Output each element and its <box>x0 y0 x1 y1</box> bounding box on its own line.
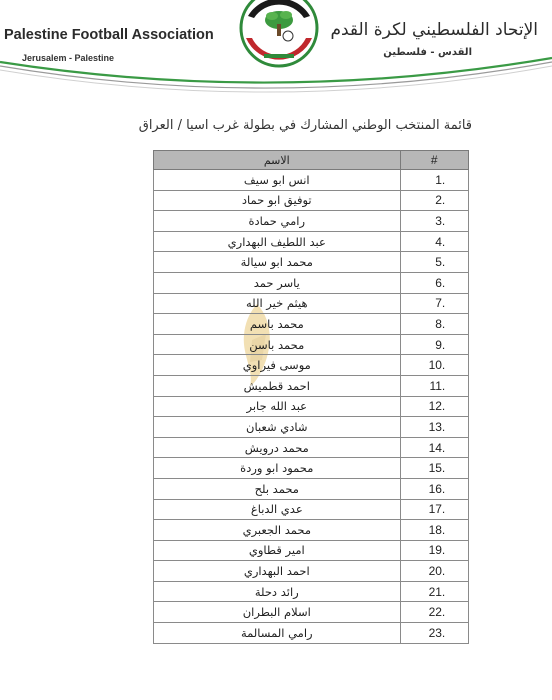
row-number: 16. <box>428 481 446 496</box>
location-en: Jerusalem - Palestine <box>22 53 115 63</box>
table-header-row <box>154 151 469 170</box>
player-name: محمد باسن <box>154 334 401 355</box>
row-number: 15. <box>428 461 446 476</box>
row-number-cell <box>400 540 468 561</box>
player-name: هيثم خير الله <box>154 293 401 314</box>
row-number: 18. <box>428 522 446 537</box>
row-number: 21. <box>428 584 446 599</box>
player-name: رائد دحلة <box>154 581 401 602</box>
row-number-cell <box>400 561 468 582</box>
table-body <box>154 170 469 644</box>
row-number-cell <box>400 602 468 623</box>
table-row <box>154 417 469 438</box>
row-number: 5. <box>435 255 446 270</box>
row-number-cell <box>400 520 468 541</box>
table-row <box>154 602 469 623</box>
row-number-cell <box>400 375 468 396</box>
football-icon <box>283 31 293 41</box>
row-number-cell <box>400 355 468 376</box>
row-number: 20. <box>428 564 446 579</box>
row-number-cell <box>400 499 468 520</box>
player-name: احمد البهداري <box>154 561 401 582</box>
row-number-cell <box>400 417 468 438</box>
pfa-logo <box>234 0 324 74</box>
player-name: رامي المسالمة <box>154 623 401 644</box>
player-name: محمد بلح <box>154 478 401 499</box>
table-row <box>154 375 469 396</box>
table-row <box>154 231 469 252</box>
table-row <box>154 458 469 479</box>
row-number: 4. <box>435 234 446 249</box>
player-name: عبد اللطيف البهداري <box>154 231 401 252</box>
row-number-cell <box>400 581 468 602</box>
table-row <box>154 437 469 458</box>
table-row <box>154 334 469 355</box>
row-number-cell <box>400 437 468 458</box>
table-row <box>154 293 469 314</box>
row-number-cell <box>400 314 468 335</box>
table-row <box>154 499 469 520</box>
table-row <box>154 396 469 417</box>
row-number-cell <box>400 396 468 417</box>
row-number: 19. <box>428 543 446 558</box>
row-number: 17. <box>428 502 446 517</box>
player-name: عبد الله جابر <box>154 396 401 417</box>
table-row <box>154 540 469 561</box>
row-number-cell <box>400 334 468 355</box>
row-number-cell <box>400 252 468 273</box>
row-number: 3. <box>435 213 446 228</box>
player-name: محمد ابو سيالة <box>154 252 401 273</box>
row-number-cell <box>400 458 468 479</box>
location-ar: القدس - فلسطين <box>383 47 472 58</box>
row-number: 10. <box>428 358 446 373</box>
row-number: 23. <box>428 625 446 640</box>
row-number: 11. <box>429 378 446 393</box>
table-row <box>154 170 469 191</box>
player-name: موسى فيراوي <box>154 355 401 376</box>
player-name: ياسر حمد <box>154 272 401 293</box>
squad-table <box>153 150 469 644</box>
row-number: 6. <box>435 275 446 290</box>
player-name: محمد باسم <box>154 314 401 335</box>
row-number-cell <box>400 170 468 191</box>
table-row <box>154 272 469 293</box>
row-number: 7. <box>435 296 446 311</box>
letterhead <box>0 0 552 110</box>
table-row <box>154 520 469 541</box>
row-number: 1. <box>435 172 446 187</box>
row-number-cell <box>400 272 468 293</box>
row-number-cell <box>400 231 468 252</box>
player-name: شادي شعبان <box>154 417 401 438</box>
row-number: 14. <box>428 440 446 455</box>
row-number-cell <box>400 190 468 211</box>
player-name: توفيق ابو حماد <box>154 190 401 211</box>
table-row <box>154 190 469 211</box>
row-number-cell <box>400 478 468 499</box>
organization-name-ar: الإتحاد الفلسطيني لكرة القدم <box>330 20 538 40</box>
document-title: قائمة المنتخب الوطني المشارك في بطولة غرب اسيا / العراق <box>138 118 472 133</box>
row-number: 13. <box>428 419 446 434</box>
table-row <box>154 355 469 376</box>
player-name: رامي حمادة <box>154 211 401 232</box>
row-number-cell <box>400 293 468 314</box>
player-name: محمد الجعبري <box>154 520 401 541</box>
column-header-number: # <box>400 151 468 170</box>
row-number-cell <box>400 211 468 232</box>
player-name: اسلام البطران <box>154 602 401 623</box>
table-row <box>154 623 469 644</box>
player-name: انس ابو سيف <box>154 170 401 191</box>
player-name: احمد قطميش <box>154 375 401 396</box>
column-header-name: الاسم <box>154 151 401 170</box>
row-number: 9. <box>435 337 446 352</box>
table-row <box>154 478 469 499</box>
organization-name-en: Palestine Football Association <box>4 27 214 43</box>
table-row <box>154 581 469 602</box>
table-row <box>154 252 469 273</box>
player-name: امير قطاوي <box>154 540 401 561</box>
player-name: عدي الدباغ <box>154 499 401 520</box>
table-row <box>154 561 469 582</box>
player-name: محمود ابو وردة <box>154 458 401 479</box>
row-number: 2. <box>435 193 446 208</box>
row-number-cell <box>400 623 468 644</box>
row-number: 12. <box>428 399 446 414</box>
player-name: محمد درويش <box>154 437 401 458</box>
row-number: 22. <box>428 605 446 620</box>
row-number: 8. <box>435 316 446 331</box>
table-row <box>154 314 469 335</box>
table-row <box>154 211 469 232</box>
